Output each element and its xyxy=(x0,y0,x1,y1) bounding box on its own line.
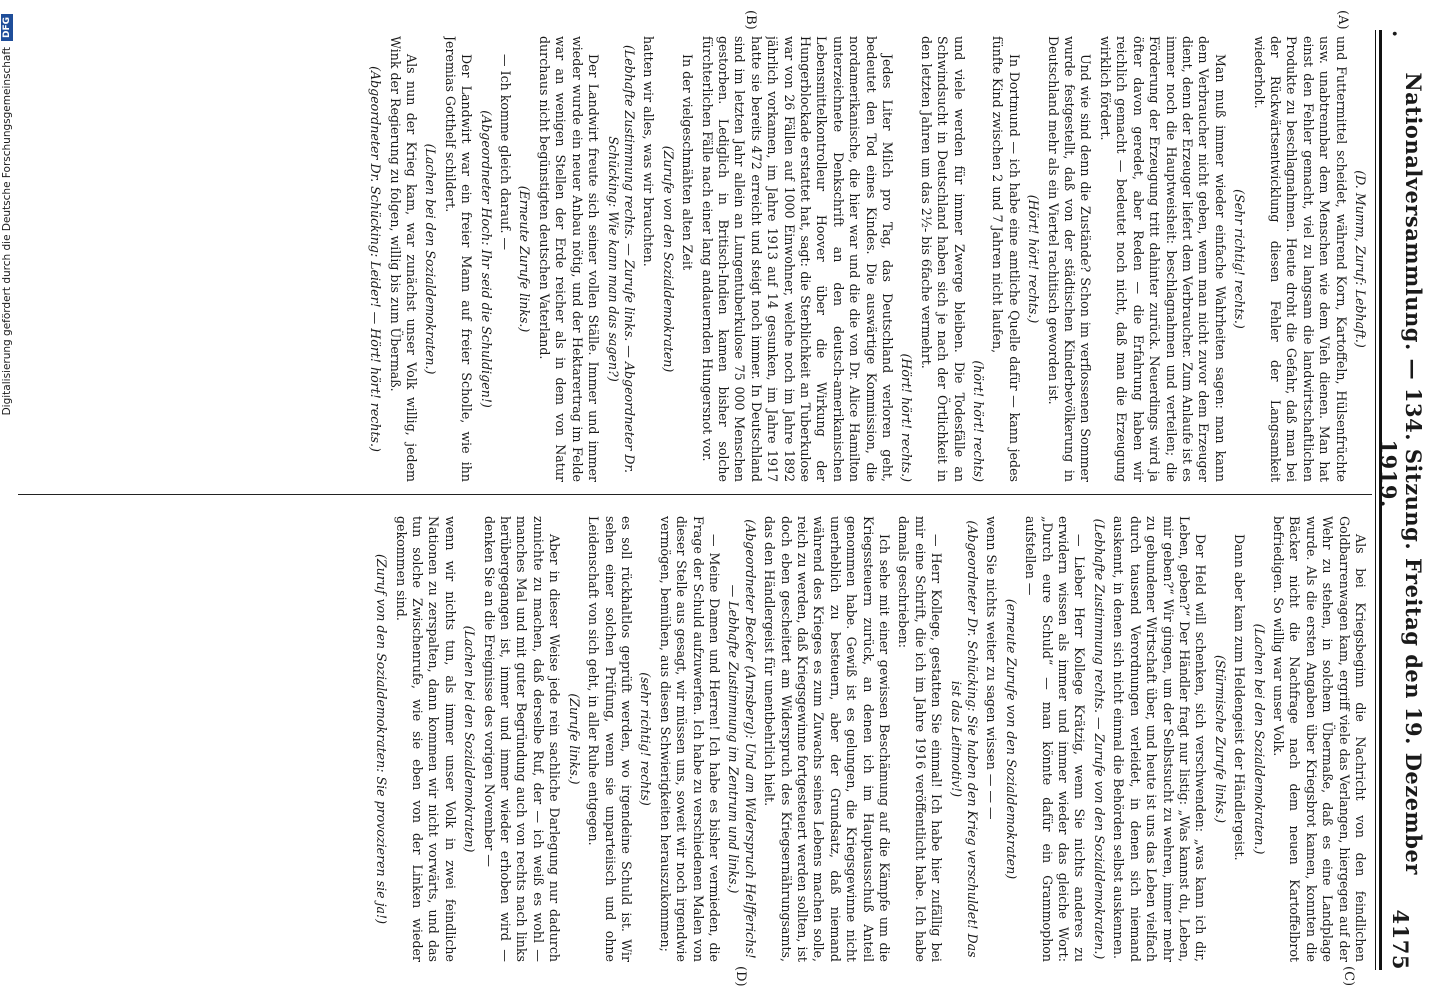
paragraph: Dann aber kam zum Heldengeist der Händlergeist. xyxy=(1232,534,1248,861)
column-divider xyxy=(18,494,1372,495)
margin-letter-d: (D) xyxy=(733,966,748,987)
paragraph: Der Landwirt freute sich seiner vollen Ställe. Immer und immer wieder wurde ein neuer Anbau nötig, und der Hektarertrag im Felde war an wenigen Stellen der Erde reicher als in dem von Natur durchaus nicht begünstigten deutschen Vaterland. xyxy=(536,36,602,482)
paragraph: Als nun der Krieg kam, war zunächst unser Volk willig, jedem Wink der Regierung zu folgen, willig bis zum Übermaß. xyxy=(387,36,420,482)
paragraph: In Dortmund — ich habe eine amtliche Quelle dafür — kann jedes fünfte Kind zwischen 2 und 7 Jahren nicht laufen, xyxy=(990,36,1022,482)
dfg-logo: DFG xyxy=(1,14,13,41)
interjection: (Lebhafte Zustimmung rechts. — Zurufe links. — Abgeordneter Dr. Schücking: Wie kann man das sagen?) xyxy=(605,44,637,474)
paragraph: und viele werden für immer Zwerge bleiben. Die Todesfälle an Schwindsucht in Deutschland haben sich je nach der Örtlichkeit in den letzten Jahren um das 2½- bis 6fache vermehrt. xyxy=(918,36,967,482)
interjection: (Abgeordneter Becker (Arnsberg): Und am Widerspruch Helfferichs! — Lebhafte Zustimmung im Zentrum und links.) xyxy=(726,519,758,959)
paragraph: — Meine Damen und Herren! Ich habe es bisher vermieden, die Frage der Schuld aufzuwerfen. Ich habe zu verschiedenen Malen von dieser Stelle aus gesagt, wir müssen uns, soweit wir noch irgendwie vermögen, bemühen, aus diesen Schwierigkeiten herauszukommen; xyxy=(657,516,722,962)
margin-letter-b: (B) xyxy=(743,10,758,30)
paragraph: wenn Sie nichts weiter zu sagen wissen — — — xyxy=(984,516,1000,820)
paragraph: Der Held will schenken, sich verschwenden: „was kann ich dir, Leben, geben?“ Der Händler fragt nur listig: „Was kannst du, Leben, mir geben?“ Wir gingen, um der Selbstsucht zu wehren, immer mehr zu gebundener Wirtschaft über, und heute ist uns das Leben vielfach durch tausend Verordnungen verleidet, in denen sich niemand auskennt, in denen sich nicht einmal die Behörden selbst auskennen. xyxy=(1111,516,1209,962)
paragraph: Ich sehe mit einer gewissen Beschämung auf die Kämpfe um die Kriegssteuern zurück, an denen ich im Hauptausschuß Anteil genommen habe. Gewiß ist es gelungen, die Kriegsgewinne nicht unerheblich zu besteuern, aber der Grundsatz, daß niemand während des Krieges es zum Zuwachs seines Lebens machen solle, reich zu werden, daß Kriegsgewinne fortgesteuert werden sollten, ist doch eben gescheitert am Widerspruch des Kriegsernährungsamts, das den Händlergeist für unentbehrlich hielt. xyxy=(762,516,893,962)
paragraph: Der Landwirt war ein freier Mann auf freier Scholle, wie ihn Jeremias Gotthelf schildert. xyxy=(442,36,475,482)
paragraph: — Lieber Herr Kollege Krätzig, wenn Sie nichts anderes zu erwidern wissen als immer und immer wieder das gleiche Wort: „Durch eure Schuld“ — man könnte dafür ein Grammophon aufstellen — xyxy=(1023,516,1088,962)
interjection: (Zurufe von den Sozialdemokraten) xyxy=(660,145,676,373)
paragraph: Als bei Kriegsbeginn die Nachricht von den feindlichen Goldbarrenwagen kam, ergriff viele das Verlangen, hiergegen auf der Wehr zu stehen, in solchem Übermaße, daß es eine Landplage wurde. Als die ersten Angaben über Kriegsbrot kamen, konnten die Bäcker nicht die Nachfrage nach dem neuen Kartoffelbrot befriedigen. So willig war unser Volk. xyxy=(1270,516,1368,962)
interjection: (hört! hört! rechts) xyxy=(971,360,987,482)
interjection: (Stürmische Zurufe links.) xyxy=(1212,654,1228,824)
margin-letter-a: (A) xyxy=(1335,10,1350,30)
header-title: Nationalversammlung. — 134. Sitzung. Freitag den 19. Dezember 1919. xyxy=(1376,72,1426,875)
interjection: (Lachen bei den Sozialdemokraten) xyxy=(462,625,478,853)
paragraph: Jedes Liter Milch pro Tag, das Deutschland verloren geht, bedeutet den Tod eines Kindes. Die auswärtige Kommission, die nordamerikanische, die hier war und die die von Dr. Alice Hamilton unterzeichnete Denkschrift an den deutsch-amerikanischen Lebensmittelkontrolleur Hoover über die Wirkung der Hungerblockade erstattet hat, sagt: die Sterblichkeit an Tuberkulose war von 26 Fällen auf 1000 Einwohner, welche noch im Jahre 1892 jährlich vorkamen, im Jahre 1913 auf 14 gesunken, im Jahre 1917 hatte sie bereits 472 erreicht und steigt noch immer. In Deutschland sind im letzten Jahr allein an Lungentuberkulose 75 000 Menschen gestorben. Lediglich in Britisch-Indien kamen bisher solche fürchterlichen Fälle nach einer lang andauernden Hungersnot vor. xyxy=(699,36,896,482)
right-column xyxy=(18,516,1368,962)
paragraph: Und wie sind denn die Zustände? Schon im verflossenen Sommer wurde festgestellt, daß von der städtischen Kinderbevölkerung in Deutschland mehr als ein Viertel rachitisch geworden ist. xyxy=(1045,36,1094,482)
interjection: (Sehr richtig! rechts.) xyxy=(1232,189,1248,329)
interjection: (Hört! hört! rechts.) xyxy=(899,353,915,482)
digitization-credit xyxy=(0,0,14,1000)
interjection: (Zuruf von den Sozialdemokraten: Sie provozieren sie ja!) xyxy=(374,554,390,924)
interjection: (Abgeordneter Dr. Schücking: Sie haben den Krieg verschuldet! Das ist das Leitmotiv!) xyxy=(948,520,981,958)
paragraph: Man muß immer wieder einfache Wahrheiten sagen: man kann dem Verbraucher nicht geben, wenn man nicht zuvor dem Erzeuger dient, denn der Erzeuger liefert dem Verbraucher. Zum Anlaufe ist es immer noch die Hauptweisheit: beschlagnahmen und verteilen; die Förderung der Erzeugung tritt dahinter zurück. Neuerdings wird ja öfter davon geredet, aber Reden — die Erfahrung haben wir reichlich gemacht — bedeutet noch nicht, daß man die Erzeugung wirklich fördert. xyxy=(1097,36,1228,482)
paragraph: hatten wir alles, was wir brauchten. xyxy=(641,36,657,267)
interjection: (Abgeordneter Hoch: Ihr seid die Schuldigen!) xyxy=(478,110,494,408)
paragraph: — Ich komme gleich darauf. — xyxy=(498,54,514,251)
margin-letter-c: (C) xyxy=(1341,966,1356,987)
header-rule-thin xyxy=(1375,30,1376,970)
interjection: (Erneute Zurufe links.) xyxy=(517,185,533,333)
paragraph: und Futtermittel scheidet, während Korn, Kartoffeln, Hülsenfrüchte usw. unabtrennbar dem Menschen wie dem Vieh dienen. Man hat einst den Fehler gemacht, viel zu langsam die landwirtschaftlichen Produkte zu beschlagnahmen. Heute droht die Gefahr, daß man bei der Rückwärtsentwicklung diesen Fehler der Langsamkeit wiederholt. xyxy=(1251,36,1349,482)
left-column xyxy=(18,36,1368,482)
interjection: (Zurufe links.) xyxy=(566,693,582,785)
interjection: (Lachen bei den Sozialdemokraten.) xyxy=(1251,623,1267,855)
header-dot: . xyxy=(1388,30,1414,38)
interjection: (erneute Zurufe von den Sozialdemokraten) xyxy=(1003,598,1019,880)
page-number: 4175 xyxy=(1388,909,1414,970)
paragraph: es soll rückhaltlos geprüft werden, wo irgendeine Schuld ist. Wir sehen einer solchen Prüfung, wenn sie unparteiisch und ohne Leidenschaft von sich geht, in aller Ruhe entgegen. xyxy=(586,516,634,962)
header-rule xyxy=(1379,30,1382,970)
page-header xyxy=(1376,30,1426,970)
interjection: (Lachen bei den Sozialdemokraten.) xyxy=(423,143,439,375)
interjection: (Hört! hört! rechts.) xyxy=(1026,194,1042,324)
paragraph: Aber in dieser Weise jede rein sachliche Darlegung nur dadurch zunichte zu machen, daß derselbe Ruf, der — ich weiß es wohl — manches Mal und mit guter Begründung auch von rechts nach links herübergegangen ist, immer und immer wieder erhoben wird — denken Sie an die Ereignisse des vorigen November — xyxy=(481,516,563,962)
interjection: (sehr richtig! rechts) xyxy=(638,672,654,806)
interjection: (Abgeordneter Dr. Schücking: Leider! — Hört! hört! rechts.) xyxy=(368,66,384,452)
paragraph: In der vielgeschmähten alten Zeit xyxy=(680,54,696,271)
interjection: (D. Mumm, Zuruf: Lebhaft.) xyxy=(1353,170,1368,348)
paragraph: wenn wir nichts tun, als immer unser Volk in zwei feindliche Nationen zu zerspalten, dann kommen wir nicht vorwärts, und das tun solche Zwischenrufe, wie sie eben von der Linken wieder gekommen sind. xyxy=(393,516,458,962)
paragraph: — Herr Kollege, gestatten Sie einmal! Ich habe hier zufällig bei mir eine Schrift, die ich im Jahre 1916 veröffentlicht habe. Ich habe damals geschrieben: xyxy=(896,516,945,962)
interjection: (Lebhafte Zustimmung rechts. — Zurufe von den Sozialdemokraten.) xyxy=(1091,518,1107,960)
credit-text: Digitalisierung gefördert durch die Deutsche Forschungsgemeinschaft xyxy=(1,47,13,416)
